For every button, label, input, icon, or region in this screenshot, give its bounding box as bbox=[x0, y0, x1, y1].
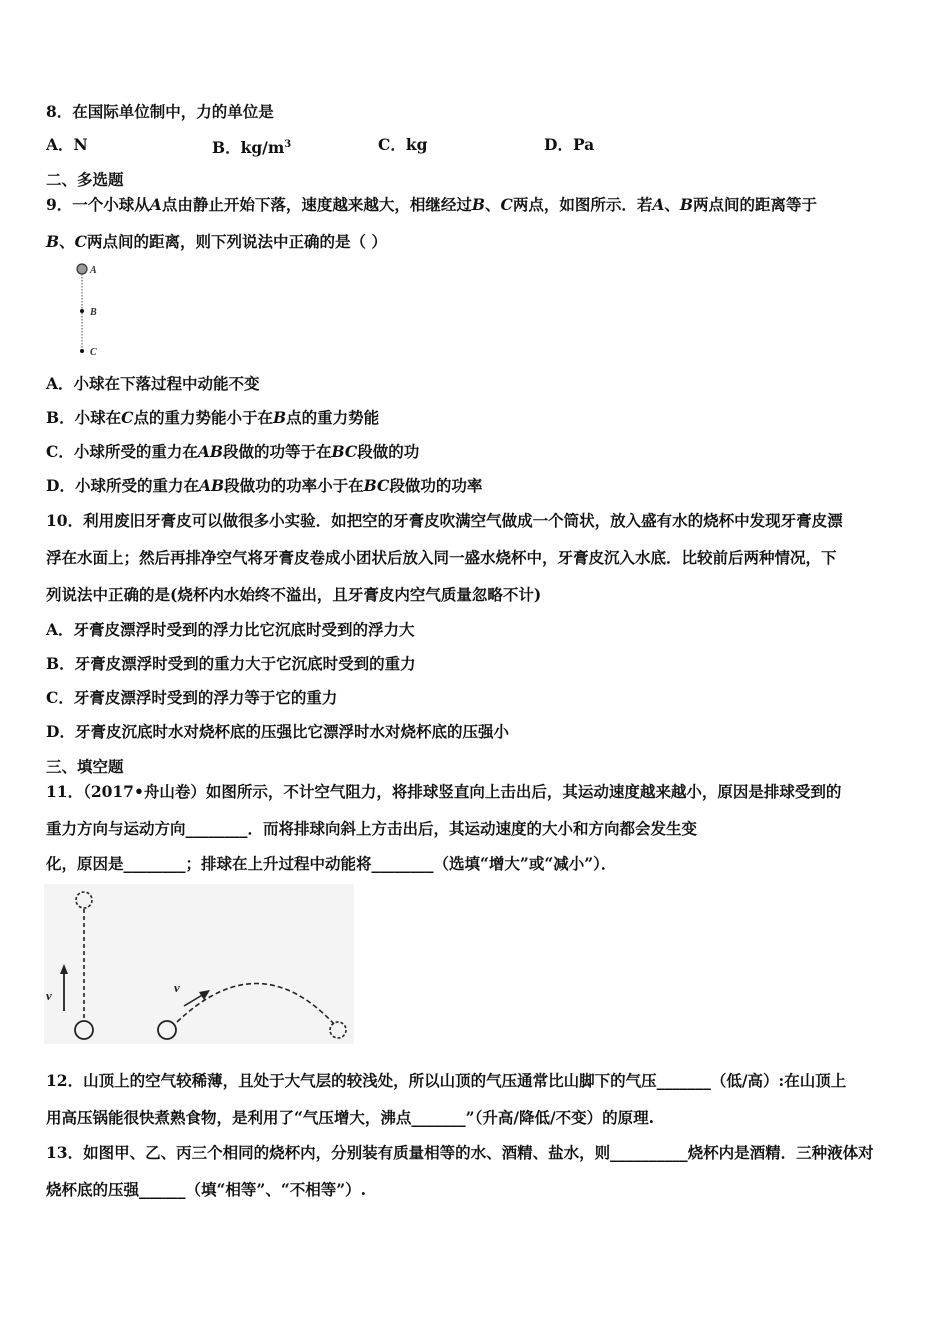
section-heading-fill: 三、填空题 bbox=[46, 757, 124, 776]
volleyball-figure bbox=[44, 884, 354, 1044]
q9-option-a: A．小球在下落过程中动能不变 bbox=[46, 374, 260, 393]
falling-ball-figure bbox=[70, 258, 120, 362]
q8-options bbox=[46, 135, 746, 158]
q9-option-b: B．小球在C点的重力势能小于在B点的重力势能 bbox=[46, 408, 380, 427]
q10-option-c: C．牙膏皮漂浮时受到的浮力等于它的重力 bbox=[46, 688, 338, 707]
q10-option-a: A．牙膏皮漂浮时受到的浮力比它沉底时受到的浮力大 bbox=[46, 620, 415, 639]
point-b bbox=[80, 309, 84, 313]
q11-stem-line3: 化，原因是________；排球在上升过程中动能将________（选填“增大”或“减小”）． bbox=[46, 854, 617, 873]
q8-option-c: C．kg bbox=[378, 135, 428, 154]
q11-stem-line1: 11．（2017•舟山卷）如图所示，不计空气阻力，将排球竖直向上击出后，其运动速度越来越小，原因是排球受到的 bbox=[46, 782, 842, 801]
q10-stem-line3: 列说法中正确的是(烧杯内水始终不溢出，且牙膏皮内空气质量忽略不计) bbox=[46, 585, 542, 604]
label-c: C bbox=[90, 347, 97, 358]
section-heading-multi: 二、多选题 bbox=[46, 170, 124, 189]
q10-option-b: B．牙膏皮漂浮时受到的重力大于它沉底时受到的重力 bbox=[46, 654, 416, 673]
q11-stem-line2: 重力方向与运动方向________．而将排球向斜上方击出后，其运动速度的大小和方向都会发生变 bbox=[46, 819, 698, 838]
q8-option-a: A．N bbox=[46, 135, 88, 154]
q13-stem-line2: 烧杯底的压强______（填“相等”、“不相等”）. bbox=[46, 1180, 367, 1199]
q9-option-d: D．小球所受的重力在AB段做功的功率小于在BC段做功的功率 bbox=[46, 476, 483, 495]
q9-option-c: C．小球所受的重力在AB段做的功等于在BC段做的功 bbox=[46, 442, 420, 461]
q13-stem-line1: 13．如图甲、乙、丙三个相同的烧杯内，分别装有质量相等的水、酒精、盐水，则__________烧杯内是酒精．三种液体对 bbox=[46, 1143, 874, 1162]
q9-stem-line1: 9．一个小球从A点由静止开始下落，速度越来越大，相继经过B、C两点，如图所示．若A、B两点间的距离等于 bbox=[46, 195, 817, 214]
q12-stem-line1: 12．山顶上的空气较稀薄，且处于大气层的较浅处，所以山顶的气压通常比山脚下的气压_______（低/高）:在山顶上 bbox=[46, 1071, 847, 1090]
ball-a bbox=[77, 264, 87, 274]
label-a: A bbox=[90, 265, 97, 276]
q12-stem-line2: 用高压锅能很快煮熟食物，是利用了“气压增大，沸点_______”（升高/降低/不变）的原理. bbox=[46, 1108, 655, 1127]
q8-stem: 8．在国际单位制中，力的单位是 bbox=[46, 102, 274, 121]
label-v-right: v bbox=[174, 980, 180, 995]
q8-option-b: B．$kg/m^3$ bbox=[212, 138, 292, 158]
q9-stem-line2: B、C两点间的距离，则下列说法中正确的是（ ） bbox=[46, 232, 387, 251]
q10-stem-line1: 10．利用废旧牙膏皮可以做很多小实验．如把空的牙膏皮吹满空气做成一个筒状，放入盛有水的烧杯中发现牙膏皮漂 bbox=[46, 511, 843, 530]
q10-option-d: D．牙膏皮沉底时水对烧杯底的压强比它漂浮时水对烧杯底的压强小 bbox=[46, 722, 509, 741]
point-c bbox=[80, 349, 84, 353]
label-b: B bbox=[90, 307, 97, 318]
q10-stem-line2: 浮在水面上；然后再排净空气将牙膏皮卷成小团状后放入同一盛水烧杯中，牙膏皮沉入水底．比较前后两种情况，下 bbox=[46, 548, 837, 567]
q8-option-d: D．Pa bbox=[544, 135, 595, 154]
label-v-left: v bbox=[46, 988, 52, 1003]
